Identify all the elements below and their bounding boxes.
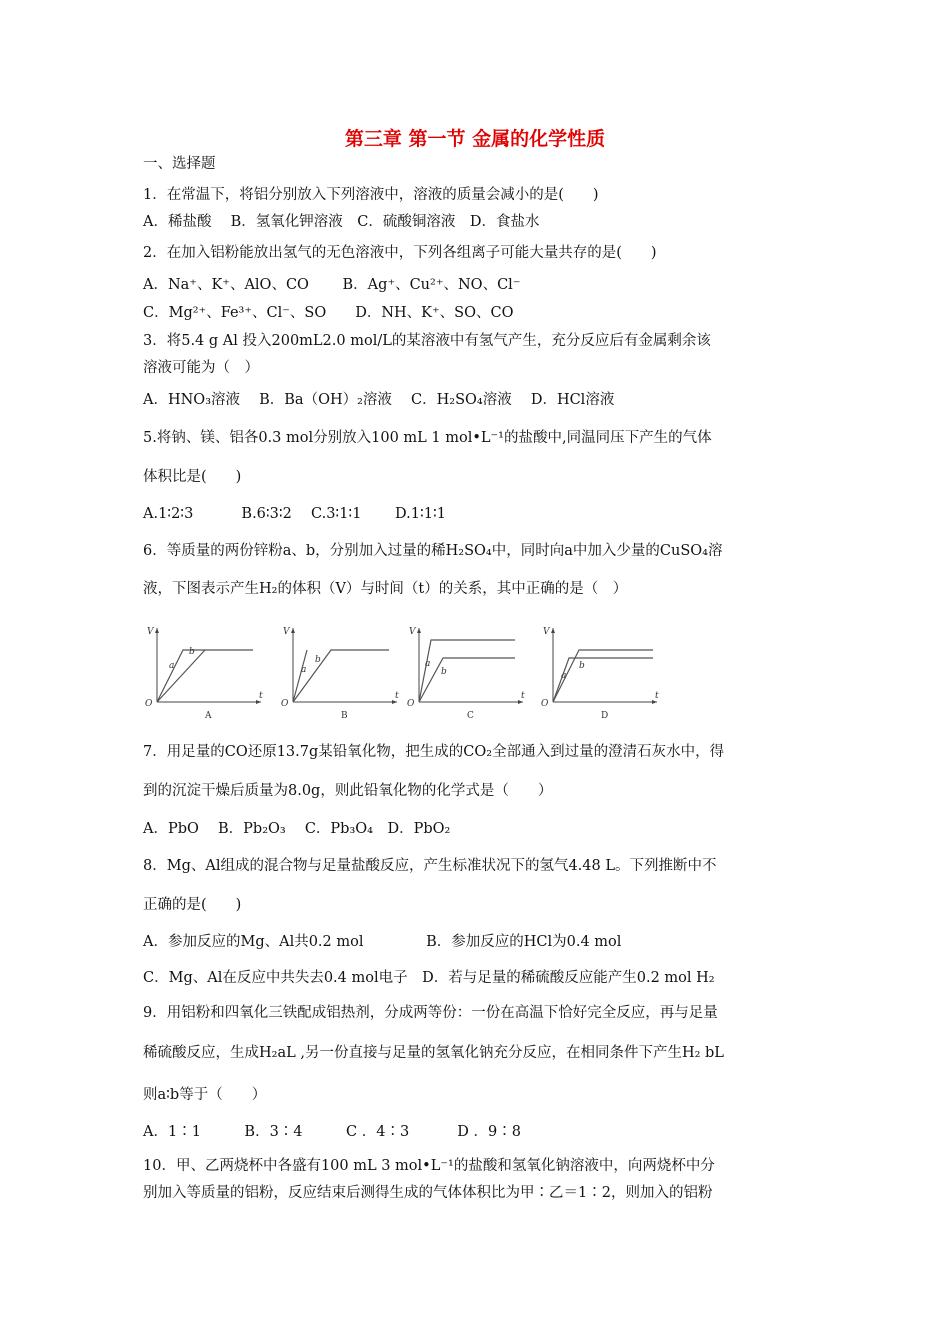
v-axis-arrow bbox=[155, 628, 159, 633]
curve-b bbox=[419, 658, 515, 702]
curve-label: a bbox=[425, 659, 431, 669]
text-line: A．HNO₃溶液 B．Ba（OH）₂溶液 C．H₂SO₄溶液 D．HCl溶液 bbox=[143, 392, 615, 408]
text-line: 3．将5.4 g Al 投入200mL2.0 mol/L的某溶液中有氢气产生，充分反应后有金属剩余该 bbox=[143, 333, 711, 349]
text-line: 正确的是( ) bbox=[143, 897, 242, 913]
t-axis-label: t bbox=[259, 691, 263, 701]
curve-label: b bbox=[189, 647, 195, 657]
v-axis-label: V bbox=[409, 627, 416, 637]
curve-label: a bbox=[169, 661, 175, 671]
text-line: 9．用铝粉和四氧化三铁配成铝热剂，分成两等份：一份在高温下恰好完全反应，再与足量 bbox=[143, 1005, 718, 1021]
answer-graphs bbox=[143, 620, 683, 720]
text-line: 到的沉淀干燥后质量为8.0g，则此铅氧化物的化学式是（ ） bbox=[143, 783, 553, 799]
origin-label: O bbox=[281, 699, 289, 709]
graph-letter: C bbox=[467, 711, 474, 720]
text-line: A．PbO B．Pb₂O₃ C．Pb₃O₄ D．PbO₂ bbox=[143, 821, 451, 837]
origin-label: O bbox=[541, 699, 549, 709]
t-axis-label: t bbox=[521, 691, 525, 701]
v-axis-label: V bbox=[147, 627, 154, 637]
v-axis-arrow bbox=[417, 628, 421, 633]
curve-label: a bbox=[561, 671, 567, 681]
origin-label: O bbox=[407, 699, 415, 709]
curve-b bbox=[157, 650, 205, 702]
text-line: 6．等质量的两份锌粉a、b，分别加入过量的稀H₂SO₄中，同时向a中加入少量的CuSO₄溶 bbox=[143, 543, 723, 559]
text-line: 2．在加入铝粉能放出氢气的无色溶液中，下列各组离子可能大量共存的是( ) bbox=[143, 245, 657, 261]
graph-letter: D bbox=[601, 711, 609, 720]
text-line: 10．甲、乙两烧杯中各盛有100 mL 3 mol•L⁻¹的盐酸和氢氧化钠溶液中，向两烧杯中分 bbox=[143, 1158, 715, 1174]
text-line: 稀硫酸反应，生成H₂aL ,另一份直接与足量的氢氧化钠充分反应，在相同条件下产生H₂ bL bbox=[143, 1045, 724, 1061]
section-heading: 一、选择题 bbox=[143, 156, 216, 172]
text-line: A．Na⁺、K⁺、AlO、CO B．Ag⁺、Cu²⁺、NO、Cl⁻ bbox=[143, 277, 521, 293]
text-line: C．Mg、Al在反应中共失去0.4 mol电子 D．若与足量的稀硫酸反应能产生0.2 mol H₂ bbox=[143, 970, 715, 986]
text-line: 8．Mg、Al组成的混合物与足量盐酸反应，产生标准状况下的氢气4.48 L。下列推断中不 bbox=[143, 858, 717, 874]
curve-a bbox=[419, 640, 515, 702]
curve-a bbox=[293, 650, 389, 702]
text-line: 7．用足量的CO还原13.7g某铅氧化物，把生成的CO₂全部通入到过量的澄清石灰水中，得 bbox=[143, 744, 725, 760]
curve-a bbox=[553, 658, 653, 702]
curve-label: b bbox=[315, 655, 321, 665]
text-line: C．Mg²⁺、Fe³⁺、Cl⁻、SO D．NH、K⁺、SO、CO bbox=[143, 305, 514, 321]
text-line: 1．在常温下，将铝分别放入下列溶液中，溶液的质量会减小的是( ) bbox=[143, 187, 599, 203]
curve-a bbox=[157, 650, 253, 702]
curve-label: b bbox=[441, 667, 447, 677]
text-line: 5.将钠、镁、铝各0.3 mol分别放入100 mL 1 mol•L⁻¹的盐酸中,同温同压下产生的气体 bbox=[143, 430, 712, 446]
v-axis-arrow bbox=[291, 628, 295, 633]
text-line: A.1∶2∶3 B.6∶3∶2 C.3∶1∶1 D.1∶1∶1 bbox=[143, 506, 446, 522]
page-title: 第三章 第一节 金属的化学性质 bbox=[344, 128, 606, 150]
text-line: A．稀盐酸 B．氢氧化钾溶液 C．硫酸铜溶液 D．食盐水 bbox=[143, 214, 540, 230]
curve-label: b bbox=[579, 661, 585, 671]
graph-letter: A bbox=[205, 711, 212, 720]
text-line: 别加入等质量的铝粉，反应结束后测得生成的气体体积比为甲∶乙＝1∶2，则加入的铝粉 bbox=[143, 1185, 713, 1201]
v-axis-arrow bbox=[551, 628, 555, 633]
text-line: A．参加反应的Mg、Al共0.2 mol B．参加反应的HCl为0.4 mol bbox=[143, 934, 622, 950]
text-line: 体积比是( ) bbox=[143, 469, 242, 485]
t-axis-label: t bbox=[655, 691, 659, 701]
text-line: A．1∶1 B．3∶4 C ．4∶3 D ．9∶8 bbox=[143, 1124, 521, 1140]
text-line: 则a∶b等于（ ） bbox=[143, 1087, 267, 1103]
text-line: 液，下图表示产生H₂的体积（V）与时间（t）的关系，其中正确的是（ ） bbox=[143, 581, 628, 597]
origin-label: O bbox=[145, 699, 153, 709]
v-axis-label: V bbox=[543, 627, 550, 637]
text-line: 溶液可能为（ ） bbox=[143, 360, 259, 376]
curve-label: a bbox=[301, 665, 307, 675]
graphs-figure bbox=[143, 620, 683, 720]
graph-letter: B bbox=[341, 711, 348, 720]
curve-b bbox=[293, 650, 307, 702]
t-axis-label: t bbox=[395, 691, 399, 701]
v-axis-label: V bbox=[283, 627, 290, 637]
